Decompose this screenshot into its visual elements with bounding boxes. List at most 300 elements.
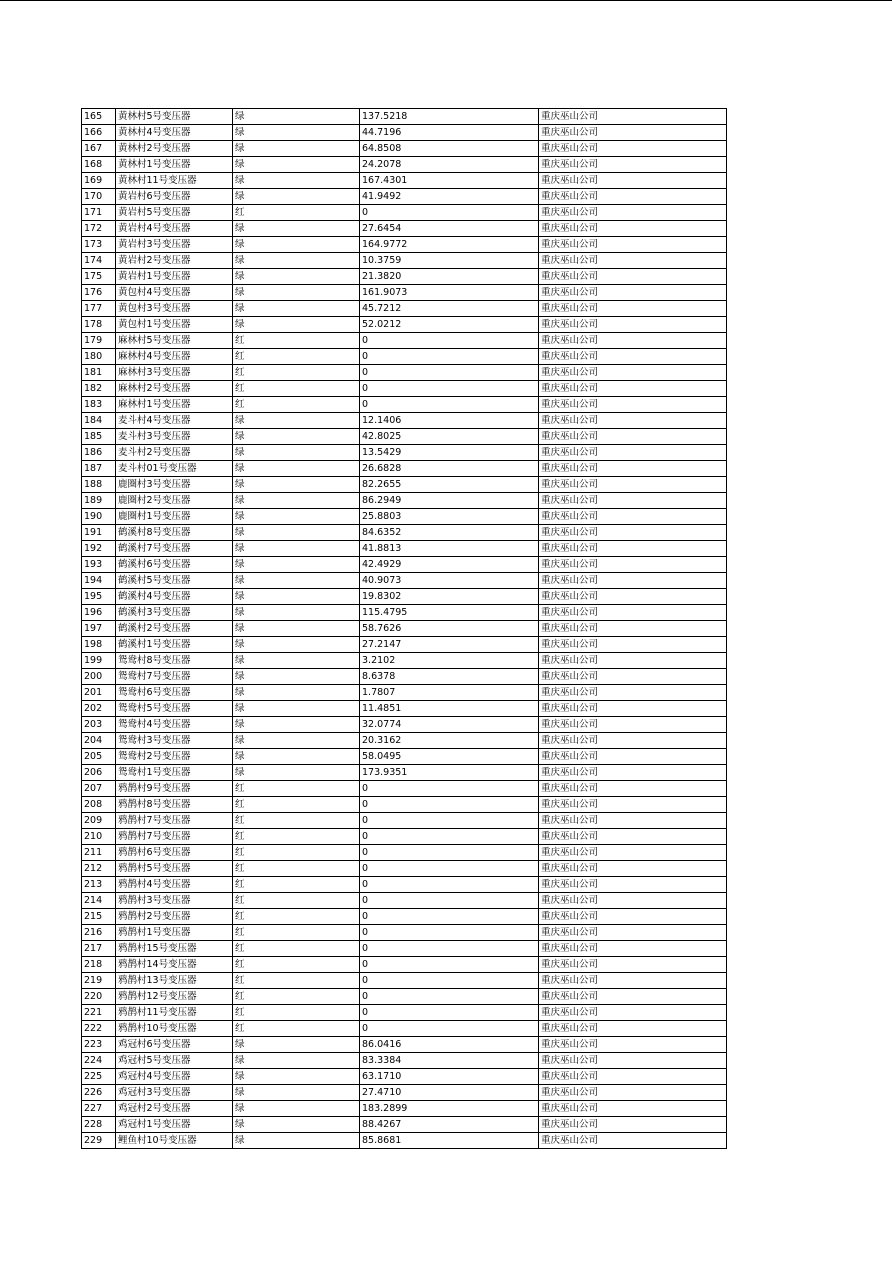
status-cell: 绿 <box>233 717 360 733</box>
company-cell: 重庆巫山公司 <box>539 909 727 925</box>
row-number-cell: 174 <box>82 253 116 269</box>
value-cell: 0 <box>360 1005 539 1021</box>
status-cell: 红 <box>233 829 360 845</box>
table-row <box>82 909 727 925</box>
table-row <box>82 381 727 397</box>
company-cell: 重庆巫山公司 <box>539 1133 727 1149</box>
value-cell: 0 <box>360 893 539 909</box>
company-cell: 重庆巫山公司 <box>539 749 727 765</box>
table-row <box>82 173 727 189</box>
transformer-name-cell: 鸳鸯村2号变压器 <box>116 749 233 765</box>
row-number-cell: 221 <box>82 1005 116 1021</box>
company-cell: 重庆巫山公司 <box>539 301 727 317</box>
table-row <box>82 1021 727 1037</box>
value-cell: 0 <box>360 797 539 813</box>
company-cell: 重庆巫山公司 <box>539 493 727 509</box>
row-number-cell: 214 <box>82 893 116 909</box>
status-cell: 绿 <box>233 1037 360 1053</box>
status-cell: 绿 <box>233 685 360 701</box>
company-cell: 重庆巫山公司 <box>539 989 727 1005</box>
value-cell: 42.4929 <box>360 557 539 573</box>
status-cell: 绿 <box>233 525 360 541</box>
company-cell: 重庆巫山公司 <box>539 653 727 669</box>
value-cell: 84.6352 <box>360 525 539 541</box>
value-cell: 26.6828 <box>360 461 539 477</box>
company-cell: 重庆巫山公司 <box>539 461 727 477</box>
value-cell: 0 <box>360 957 539 973</box>
row-number-cell: 223 <box>82 1037 116 1053</box>
company-cell: 重庆巫山公司 <box>539 557 727 573</box>
value-cell: 40.9073 <box>360 573 539 589</box>
status-cell: 绿 <box>233 1133 360 1149</box>
transformer-name-cell: 鸦鹊村7号变压器 <box>116 813 233 829</box>
transformer-name-cell: 黄林村5号变压器 <box>116 109 233 125</box>
transformer-name-cell: 鸡冠村4号变压器 <box>116 1069 233 1085</box>
value-cell: 173.9351 <box>360 765 539 781</box>
row-number-cell: 225 <box>82 1069 116 1085</box>
company-cell: 重庆巫山公司 <box>539 877 727 893</box>
status-cell: 红 <box>233 941 360 957</box>
company-cell: 重庆巫山公司 <box>539 509 727 525</box>
company-cell: 重庆巫山公司 <box>539 1021 727 1037</box>
transformer-name-cell: 鸦鹊村2号变压器 <box>116 909 233 925</box>
row-number-cell: 175 <box>82 269 116 285</box>
row-number-cell: 173 <box>82 237 116 253</box>
row-number-cell: 176 <box>82 285 116 301</box>
row-number-cell: 191 <box>82 525 116 541</box>
row-number-cell: 196 <box>82 605 116 621</box>
value-cell: 19.8302 <box>360 589 539 605</box>
company-cell: 重庆巫山公司 <box>539 813 727 829</box>
table-row <box>82 621 727 637</box>
row-number-cell: 226 <box>82 1085 116 1101</box>
row-number-cell: 183 <box>82 397 116 413</box>
row-number-cell: 222 <box>82 1021 116 1037</box>
transformer-name-cell: 鸦鹊村10号变压器 <box>116 1021 233 1037</box>
company-cell: 重庆巫山公司 <box>539 797 727 813</box>
value-cell: 12.1406 <box>360 413 539 429</box>
table-row <box>82 189 727 205</box>
status-cell: 绿 <box>233 765 360 781</box>
value-cell: 0 <box>360 813 539 829</box>
company-cell: 重庆巫山公司 <box>539 717 727 733</box>
status-cell: 绿 <box>233 253 360 269</box>
table-row <box>82 1085 727 1101</box>
transformer-name-cell: 黄包村1号变压器 <box>116 317 233 333</box>
company-cell: 重庆巫山公司 <box>539 1101 727 1117</box>
row-number-cell: 180 <box>82 349 116 365</box>
value-cell: 11.4851 <box>360 701 539 717</box>
row-number-cell: 224 <box>82 1053 116 1069</box>
row-number-cell: 197 <box>82 621 116 637</box>
row-number-cell: 229 <box>82 1133 116 1149</box>
transformer-table <box>81 108 727 1149</box>
value-cell: 45.7212 <box>360 301 539 317</box>
status-cell: 红 <box>233 397 360 413</box>
row-number-cell: 190 <box>82 509 116 525</box>
transformer-name-cell: 麦斗村3号变压器 <box>116 429 233 445</box>
value-cell: 24.2078 <box>360 157 539 173</box>
table-row <box>82 925 727 941</box>
transformer-name-cell: 鸦鹊村8号变压器 <box>116 797 233 813</box>
table-row <box>82 541 727 557</box>
status-cell: 绿 <box>233 157 360 173</box>
table-row <box>82 637 727 653</box>
status-cell: 绿 <box>233 701 360 717</box>
table-row <box>82 861 727 877</box>
row-number-cell: 208 <box>82 797 116 813</box>
company-cell: 重庆巫山公司 <box>539 845 727 861</box>
transformer-name-cell: 黄林村11号变压器 <box>116 173 233 189</box>
status-cell: 绿 <box>233 141 360 157</box>
value-cell: 8.6378 <box>360 669 539 685</box>
company-cell: 重庆巫山公司 <box>539 397 727 413</box>
transformer-name-cell: 鸦鹊村11号变压器 <box>116 1005 233 1021</box>
transformer-name-cell: 鹤溪村6号变压器 <box>116 557 233 573</box>
status-cell: 绿 <box>233 429 360 445</box>
status-cell: 红 <box>233 973 360 989</box>
value-cell: 27.4710 <box>360 1085 539 1101</box>
row-number-cell: 203 <box>82 717 116 733</box>
table-row <box>82 253 727 269</box>
row-number-cell: 207 <box>82 781 116 797</box>
company-cell: 重庆巫山公司 <box>539 893 727 909</box>
transformer-name-cell: 鸳鸯村5号变压器 <box>116 701 233 717</box>
table-row <box>82 221 727 237</box>
table-row <box>82 653 727 669</box>
table-row <box>82 733 727 749</box>
company-cell: 重庆巫山公司 <box>539 685 727 701</box>
table-row <box>82 125 727 141</box>
company-cell: 重庆巫山公司 <box>539 589 727 605</box>
row-number-cell: 228 <box>82 1117 116 1133</box>
status-cell: 绿 <box>233 317 360 333</box>
row-number-cell: 216 <box>82 925 116 941</box>
table-row <box>82 1133 727 1149</box>
value-cell: 58.0495 <box>360 749 539 765</box>
row-number-cell: 189 <box>82 493 116 509</box>
row-number-cell: 192 <box>82 541 116 557</box>
company-cell: 重庆巫山公司 <box>539 573 727 589</box>
table-row <box>82 333 727 349</box>
value-cell: 88.4267 <box>360 1117 539 1133</box>
table-row <box>82 845 727 861</box>
company-cell: 重庆巫山公司 <box>539 349 727 365</box>
row-number-cell: 213 <box>82 877 116 893</box>
value-cell: 0 <box>360 781 539 797</box>
transformer-name-cell: 鹤溪村5号变压器 <box>116 573 233 589</box>
status-cell: 红 <box>233 813 360 829</box>
status-cell: 绿 <box>233 493 360 509</box>
status-cell: 绿 <box>233 285 360 301</box>
table-row <box>82 893 727 909</box>
company-cell: 重庆巫山公司 <box>539 1037 727 1053</box>
row-number-cell: 182 <box>82 381 116 397</box>
company-cell: 重庆巫山公司 <box>539 205 727 221</box>
value-cell: 41.8813 <box>360 541 539 557</box>
row-number-cell: 188 <box>82 477 116 493</box>
value-cell: 63.1710 <box>360 1069 539 1085</box>
table-row <box>82 365 727 381</box>
transformer-name-cell: 鸡冠村2号变压器 <box>116 1101 233 1117</box>
row-number-cell: 178 <box>82 317 116 333</box>
table-row <box>82 445 727 461</box>
transformer-name-cell: 鸳鸯村7号变压器 <box>116 669 233 685</box>
table-row <box>82 749 727 765</box>
value-cell: 85.8681 <box>360 1133 539 1149</box>
transformer-name-cell: 鸡冠村6号变压器 <box>116 1037 233 1053</box>
table-row <box>82 413 727 429</box>
value-cell: 0 <box>360 941 539 957</box>
value-cell: 64.8508 <box>360 141 539 157</box>
value-cell: 1.7807 <box>360 685 539 701</box>
value-cell: 44.7196 <box>360 125 539 141</box>
table-row <box>82 829 727 845</box>
table-row <box>82 1069 727 1085</box>
company-cell: 重庆巫山公司 <box>539 925 727 941</box>
transformer-name-cell: 麻林村2号变压器 <box>116 381 233 397</box>
status-cell: 绿 <box>233 1069 360 1085</box>
table-row <box>82 109 727 125</box>
table-row <box>82 813 727 829</box>
company-cell: 重庆巫山公司 <box>539 109 727 125</box>
status-cell: 绿 <box>233 573 360 589</box>
row-number-cell: 169 <box>82 173 116 189</box>
table-row <box>82 525 727 541</box>
status-cell: 绿 <box>233 637 360 653</box>
value-cell: 161.9073 <box>360 285 539 301</box>
value-cell: 41.9492 <box>360 189 539 205</box>
table-row <box>82 605 727 621</box>
row-number-cell: 215 <box>82 909 116 925</box>
value-cell: 0 <box>360 381 539 397</box>
row-number-cell: 220 <box>82 989 116 1005</box>
company-cell: 重庆巫山公司 <box>539 445 727 461</box>
row-number-cell: 201 <box>82 685 116 701</box>
row-number-cell: 218 <box>82 957 116 973</box>
company-cell: 重庆巫山公司 <box>539 285 727 301</box>
row-number-cell: 204 <box>82 733 116 749</box>
status-cell: 绿 <box>233 125 360 141</box>
company-cell: 重庆巫山公司 <box>539 781 727 797</box>
table-row <box>82 1005 727 1021</box>
status-cell: 绿 <box>233 1053 360 1069</box>
table-row <box>82 397 727 413</box>
value-cell: 10.3759 <box>360 253 539 269</box>
value-cell: 137.5218 <box>360 109 539 125</box>
status-cell: 绿 <box>233 749 360 765</box>
table-row <box>82 1037 727 1053</box>
status-cell: 绿 <box>233 189 360 205</box>
table-row <box>82 573 727 589</box>
company-cell: 重庆巫山公司 <box>539 525 727 541</box>
status-cell: 绿 <box>233 557 360 573</box>
company-cell: 重庆巫山公司 <box>539 317 727 333</box>
status-cell: 绿 <box>233 1085 360 1101</box>
row-number-cell: 200 <box>82 669 116 685</box>
row-number-cell: 194 <box>82 573 116 589</box>
company-cell: 重庆巫山公司 <box>539 1053 727 1069</box>
transformer-name-cell: 鹤溪村4号变压器 <box>116 589 233 605</box>
table-row <box>82 669 727 685</box>
table-row <box>82 205 727 221</box>
transformer-name-cell: 鹤溪村2号变压器 <box>116 621 233 637</box>
table-row <box>82 429 727 445</box>
transformer-name-cell: 鸳鸯村3号变压器 <box>116 733 233 749</box>
transformer-name-cell: 麻林村5号变压器 <box>116 333 233 349</box>
row-number-cell: 177 <box>82 301 116 317</box>
transformer-name-cell: 鸡冠村3号变压器 <box>116 1085 233 1101</box>
company-cell: 重庆巫山公司 <box>539 157 727 173</box>
transformer-name-cell: 鹿圈村1号变压器 <box>116 509 233 525</box>
transformer-name-cell: 黄岩村4号变压器 <box>116 221 233 237</box>
row-number-cell: 206 <box>82 765 116 781</box>
table-row <box>82 157 727 173</box>
status-cell: 绿 <box>233 653 360 669</box>
status-cell: 红 <box>233 781 360 797</box>
table-row <box>82 317 727 333</box>
table-row <box>82 685 727 701</box>
row-number-cell: 167 <box>82 141 116 157</box>
transformer-name-cell: 鹤溪村3号变压器 <box>116 605 233 621</box>
status-cell: 绿 <box>233 541 360 557</box>
company-cell: 重庆巫山公司 <box>539 829 727 845</box>
company-cell: 重庆巫山公司 <box>539 1005 727 1021</box>
table-row <box>82 477 727 493</box>
company-cell: 重庆巫山公司 <box>539 269 727 285</box>
table-row <box>82 349 727 365</box>
row-number-cell: 170 <box>82 189 116 205</box>
company-cell: 重庆巫山公司 <box>539 365 727 381</box>
table-row <box>82 509 727 525</box>
table-row <box>82 557 727 573</box>
table-row <box>82 237 727 253</box>
row-number-cell: 219 <box>82 973 116 989</box>
status-cell: 红 <box>233 1021 360 1037</box>
transformer-name-cell: 麦斗村4号变压器 <box>116 413 233 429</box>
table-row <box>82 269 727 285</box>
row-number-cell: 195 <box>82 589 116 605</box>
status-cell: 红 <box>233 349 360 365</box>
row-number-cell: 209 <box>82 813 116 829</box>
transformer-name-cell: 鲤鱼村10号变压器 <box>116 1133 233 1149</box>
transformer-name-cell: 麻林村4号变压器 <box>116 349 233 365</box>
transformer-name-cell: 黄岩村6号变压器 <box>116 189 233 205</box>
transformer-name-cell: 黄包村3号变压器 <box>116 301 233 317</box>
table-row <box>82 957 727 973</box>
value-cell: 167.4301 <box>360 173 539 189</box>
company-cell: 重庆巫山公司 <box>539 541 727 557</box>
company-cell: 重庆巫山公司 <box>539 125 727 141</box>
value-cell: 13.5429 <box>360 445 539 461</box>
status-cell: 红 <box>233 381 360 397</box>
value-cell: 86.0416 <box>360 1037 539 1053</box>
table-row <box>82 717 727 733</box>
transformer-name-cell: 鸦鹊村15号变压器 <box>116 941 233 957</box>
value-cell: 0 <box>360 861 539 877</box>
transformer-name-cell: 鸦鹊村5号变压器 <box>116 861 233 877</box>
value-cell: 0 <box>360 989 539 1005</box>
row-number-cell: 181 <box>82 365 116 381</box>
transformer-name-cell: 黄岩村1号变压器 <box>116 269 233 285</box>
status-cell: 绿 <box>233 1101 360 1117</box>
transformer-name-cell: 鸦鹊村14号变压器 <box>116 957 233 973</box>
row-number-cell: 187 <box>82 461 116 477</box>
company-cell: 重庆巫山公司 <box>539 333 727 349</box>
value-cell: 27.6454 <box>360 221 539 237</box>
status-cell: 绿 <box>233 461 360 477</box>
status-cell: 绿 <box>233 301 360 317</box>
status-cell: 绿 <box>233 445 360 461</box>
transformer-name-cell: 鸦鹊村4号变压器 <box>116 877 233 893</box>
row-number-cell: 184 <box>82 413 116 429</box>
value-cell: 115.4795 <box>360 605 539 621</box>
row-number-cell: 212 <box>82 861 116 877</box>
transformer-name-cell: 鹿圈村3号变压器 <box>116 477 233 493</box>
status-cell: 绿 <box>233 669 360 685</box>
company-cell: 重庆巫山公司 <box>539 973 727 989</box>
table-row <box>82 461 727 477</box>
row-number-cell: 210 <box>82 829 116 845</box>
table-row <box>82 1053 727 1069</box>
table-row <box>82 701 727 717</box>
company-cell: 重庆巫山公司 <box>539 429 727 445</box>
value-cell: 0 <box>360 877 539 893</box>
status-cell: 绿 <box>233 733 360 749</box>
table-row <box>82 141 727 157</box>
transformer-name-cell: 黄林村2号变压器 <box>116 141 233 157</box>
status-cell: 红 <box>233 989 360 1005</box>
table-row <box>82 493 727 509</box>
transformer-name-cell: 麻林村3号变压器 <box>116 365 233 381</box>
status-cell: 红 <box>233 365 360 381</box>
value-cell: 0 <box>360 397 539 413</box>
value-cell: 86.2949 <box>360 493 539 509</box>
value-cell: 27.2147 <box>360 637 539 653</box>
company-cell: 重庆巫山公司 <box>539 141 727 157</box>
row-number-cell: 211 <box>82 845 116 861</box>
company-cell: 重庆巫山公司 <box>539 189 727 205</box>
transformer-name-cell: 鸦鹊村7号变压器 <box>116 829 233 845</box>
value-cell: 82.2655 <box>360 477 539 493</box>
row-number-cell: 179 <box>82 333 116 349</box>
status-cell: 红 <box>233 893 360 909</box>
row-number-cell: 166 <box>82 125 116 141</box>
value-cell: 0 <box>360 909 539 925</box>
value-cell: 0 <box>360 349 539 365</box>
transformer-name-cell: 鸡冠村5号变压器 <box>116 1053 233 1069</box>
row-number-cell: 172 <box>82 221 116 237</box>
value-cell: 20.3162 <box>360 733 539 749</box>
value-cell: 0 <box>360 1021 539 1037</box>
page-top-border <box>0 0 892 1</box>
transformer-name-cell: 鸳鸯村8号变压器 <box>116 653 233 669</box>
row-number-cell: 199 <box>82 653 116 669</box>
row-number-cell: 205 <box>82 749 116 765</box>
transformer-name-cell: 麦斗村01号变压器 <box>116 461 233 477</box>
status-cell: 绿 <box>233 413 360 429</box>
value-cell: 52.0212 <box>360 317 539 333</box>
status-cell: 绿 <box>233 1117 360 1133</box>
value-cell: 42.8025 <box>360 429 539 445</box>
transformer-name-cell: 黄岩村3号变压器 <box>116 237 233 253</box>
company-cell: 重庆巫山公司 <box>539 701 727 717</box>
status-cell: 绿 <box>233 237 360 253</box>
company-cell: 重庆巫山公司 <box>539 1085 727 1101</box>
table-row <box>82 765 727 781</box>
company-cell: 重庆巫山公司 <box>539 765 727 781</box>
row-number-cell: 168 <box>82 157 116 173</box>
